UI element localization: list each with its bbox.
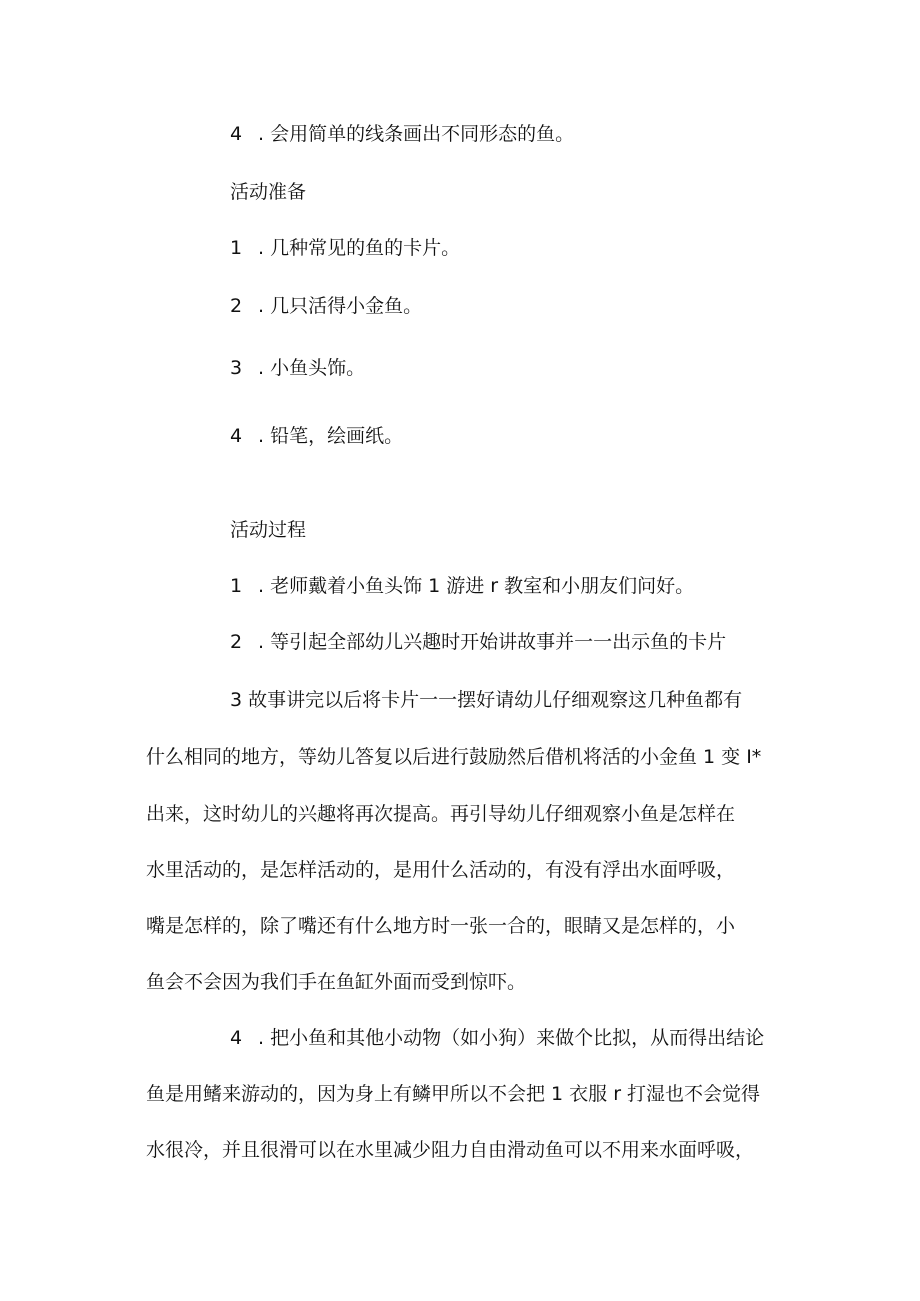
list-number: 1 <box>230 575 243 597</box>
list-number: 2 <box>230 295 243 317</box>
process-step-3-line-1: 3 故事讲完以后将卡片一一摆好请幼儿仔细观察这几种鱼都有 <box>230 689 743 711</box>
list-number: 3 <box>230 357 243 379</box>
list-number: 4 <box>230 123 243 145</box>
process-step-4-line-3: 水很冷，并且很滑可以在水里减少阻力自由滑动鱼可以不用来水面呼吸， <box>146 1139 755 1161</box>
list-number: 4 <box>230 1027 243 1049</box>
preparation-item-3 <box>230 356 365 380</box>
process-step-3-line-5: 嘴是怎样的，除了嘴还有什么地方时一张一合的，眼睛又是怎样的，小 <box>146 915 736 937</box>
section-heading-preparation: 活动准备 <box>230 181 307 203</box>
list-text: . 铅笔，绘画纸。 <box>258 425 404 447</box>
objective-item-4 <box>230 122 574 146</box>
list-text: . 等引起全部幼儿兴趣时开始讲故事并一一出示鱼的卡片 <box>258 631 727 653</box>
process-step-3-line-2: 什么相同的地方，等幼儿答复以后进行鼓励然后借机将活的小金鱼 1 变 I* <box>146 746 762 768</box>
preparation-item-4 <box>230 424 403 448</box>
list-text: . 把小鱼和其他小动物（如小狗）来做个比拟，从而得出结论 <box>258 1027 765 1049</box>
list-number: 1 <box>230 237 243 259</box>
process-step-4 <box>230 1026 764 1050</box>
preparation-item-2 <box>230 294 422 318</box>
list-text: . 会用简单的线条画出不同形态的鱼。 <box>258 123 575 145</box>
process-step-1 <box>230 574 694 598</box>
list-number: 2 <box>230 631 243 653</box>
section-heading-process: 活动过程 <box>230 519 307 541</box>
process-step-3-line-6: 鱼会不会因为我们手在鱼缸外面而受到惊吓。 <box>146 971 527 993</box>
process-step-3-line-4: 水里活动的，是怎样活动的，是用什么活动的，有没有浮出水面呼吸， <box>146 859 736 881</box>
process-step-3-line-3: 出来，这时幼儿的兴趣将再次提高。再引导幼儿仔细观察小鱼是怎样在 <box>146 803 736 825</box>
list-text: . 小鱼头饰。 <box>258 357 366 379</box>
process-step-2 <box>230 630 726 654</box>
process-step-4-line-2: 鱼是用鳍来游动的，因为身上有鳞甲所以不会把 1 衣服 r 打湿也不会觉得 <box>146 1083 761 1105</box>
preparation-item-1 <box>230 236 460 260</box>
list-text: . 几只活得小金鱼。 <box>258 295 423 317</box>
list-number: 4 <box>230 425 243 447</box>
list-text: . 老师戴着小鱼头饰 1 游进 r 教室和小朋友们问好。 <box>258 575 695 597</box>
list-text: . 几种常见的鱼的卡片。 <box>258 237 461 259</box>
